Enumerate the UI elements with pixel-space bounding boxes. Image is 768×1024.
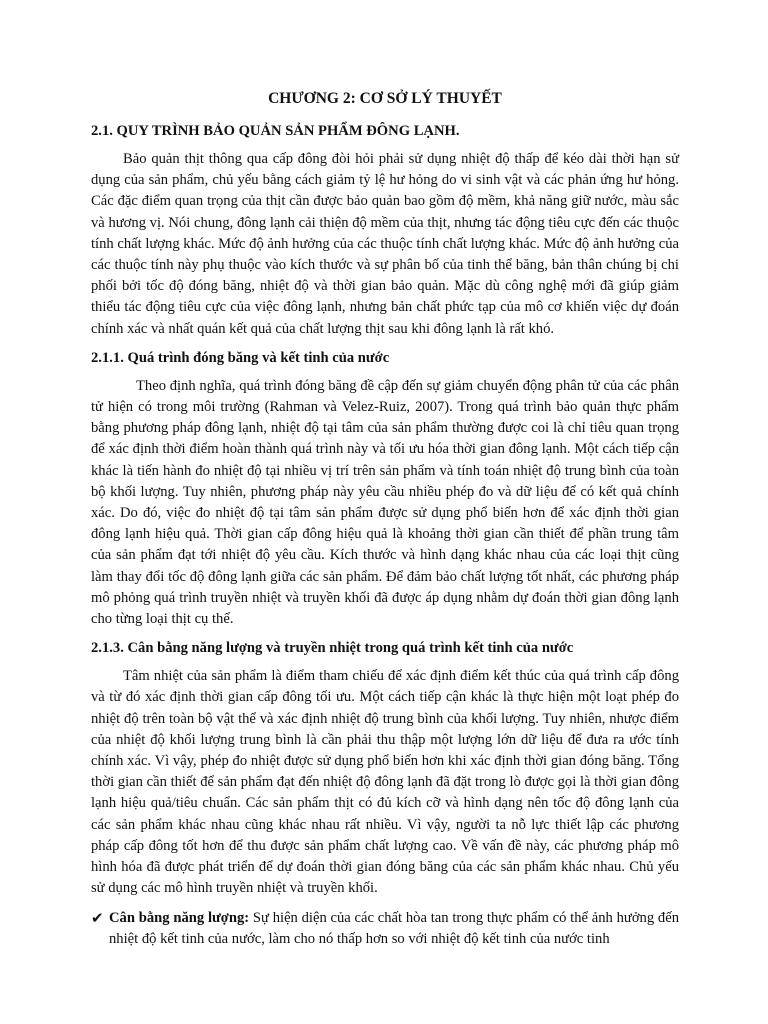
chapter-title: CHƯƠNG 2: CƠ SỞ LÝ THUYẾT <box>268 90 502 107</box>
bullet-label: Cân bằng năng lượng: <box>109 909 250 926</box>
section-2-1-3-paragraph: Tâm nhiệt của sản phẩm là điểm tham chiếu để xác định điểm kết thúc của quá trình cấp đông và từ đó xác định thời gian cấp đông tối ưu. Một cách tiếp cận khác là thực hiện một loạt phép đo nhiệt độ trên toàn bộ vật thể và xác định nhiệt độ trung bình của khối lượng. Tuy nhiên, nhược điểm của nhiệt độ khối lượng trung bình là cần phải thu thập một lượng lớn dữ liệu để đưa ra ước tính chính xác. Vì vậy, phép đo nhiệt được sử dụng phổ biến hơn khi xác định thời gian đóng băng. Tổng thời gian cần thiết để sản phẩm đạt đến nhiệt độ đông lạnh đã đặt trong lò được gọi là thời gian đông lạnh hiệu quả/tiêu chuẩn. Các sản phẩm thịt có đủ kích cỡ và hình dạng nên tốc độ đông lạnh của các sản phẩm khác nhau cũng khác nhau rất nhiều. Vì vậy, người ta nỗ lực thiết lập các phương pháp cấp đông tốt hơn để thu được sản phẩm chất lượng cao. Về vấn đề này, các phương pháp mô hình hóa đã được phát triển để dự đoán thời gian đóng băng của các sản phẩm khác nhau. Chủ yếu sử dụng các mô hình truyền nhiệt và truyền khối. <box>91 668 679 897</box>
section-heading-2-1-1: 2.1.1. Quá trình đóng băng và kết tinh của nước <box>91 349 390 366</box>
bullet-text: Sự hiện diện của các chất hòa tan trong thực phẩm có thể ảnh hưởng đến nhiệt độ kết tinh của nước, làm cho nó thấp hơn so với nhiệt độ kết tinh của nước tinh <box>109 909 680 947</box>
section-2-1-paragraph: Bảo quản thịt thông qua cấp đông đòi hỏi phải sử dụng nhiệt độ thấp để kéo dài thời hạn sử dụng của sản phẩm, chủ yếu bằng cách giảm tỷ lệ hư hỏng do vi sinh vật và các phản ứng hư hỏng. Các đặc điểm quan trọng của thịt cần được bảo quản bao gồm độ mềm, khả năng giữ nước, màu sắc và hương vị. Nói chung, đông lạnh cải thiện độ mềm của thịt, nhưng tác động tiêu cực đến các thuộc tính chất lượng khác. Mức độ ảnh hưởng của các thuộc tính chất lượng khác. Mức độ ảnh hưởng của các thuộc tính này phụ thuộc vào kích thước và sự phân bố của tinh thể băng, bản thân chúng bị chi phối bởi tốc độ đóng băng, nhiệt độ và thời gian bảo quản. Mặc dù công nghệ mới đã giúp giảm thiểu tác động tiêu cực của việc đông lạnh, nhưng bản chất phức tạp của mô cơ khiến việc dự đoán chính xác và nhất quán kết quả của chất lượng thịt sau khi đông lạnh là rất khó. <box>91 151 679 337</box>
bullet-item-energy-balance <box>91 908 679 950</box>
document-page <box>91 88 679 950</box>
section-2-1-1-paragraph: Theo định nghĩa, quá trình đóng băng đề cập đến sự giảm chuyển động phân tử của các phân tử hiện có trong môi trường (Rahman và Velez-Ruiz, 2007). Trong quá trình bảo quản thực phẩm bằng phương pháp đông lạnh, nhiệt độ tại tâm của sản phẩm thường được coi là chỉ tiêu quan trọng để xác định thời điểm hoàn thành quá trình này và tối ưu hóa thời gian đông lạnh. Một cách tiếp cận khác là tiến hành đo nhiệt độ tại nhiều vị trí trên sản phẩm và tính toán nhiệt độ trung bình của toàn bộ khối lượng. Tuy nhiên, phương pháp này yêu cầu nhiều phép đo và dữ liệu để có kết quả chính xác. Do đó, việc đo nhiệt độ tại tâm sản phẩm được sử dụng phổ biến hơn để xác định thời gian đông lạnh hiệu quả. Thời gian cấp đông hiệu quả là khoảng thời gian cần thiết để phần trung tâm của sản phẩm đạt tới nhiệt độ yêu cầu. Kích thước và hình dạng khác nhau của các loại thịt cũng làm thay đổi tốc độ đông lạnh giữa các sản phẩm. Để đảm bảo chất lượng tốt nhất, các phương pháp mô phỏng quá trình truyền nhiệt và truyền khối đã được áp dụng nhằm dự đoán thời gian đông lạnh cho từng loại thịt cụ thể. <box>91 377 679 628</box>
section-heading-2-1: 2.1. QUY TRÌNH BẢO QUẢN SẢN PHẨM ĐÔNG LẠNH. <box>91 123 460 139</box>
checkmark-icon: ✔ <box>91 908 104 927</box>
section-heading-2-1-3: 2.1.3. Cân bằng năng lượng và truyền nhiệt trong quá trình kết tinh của nước <box>91 640 574 657</box>
